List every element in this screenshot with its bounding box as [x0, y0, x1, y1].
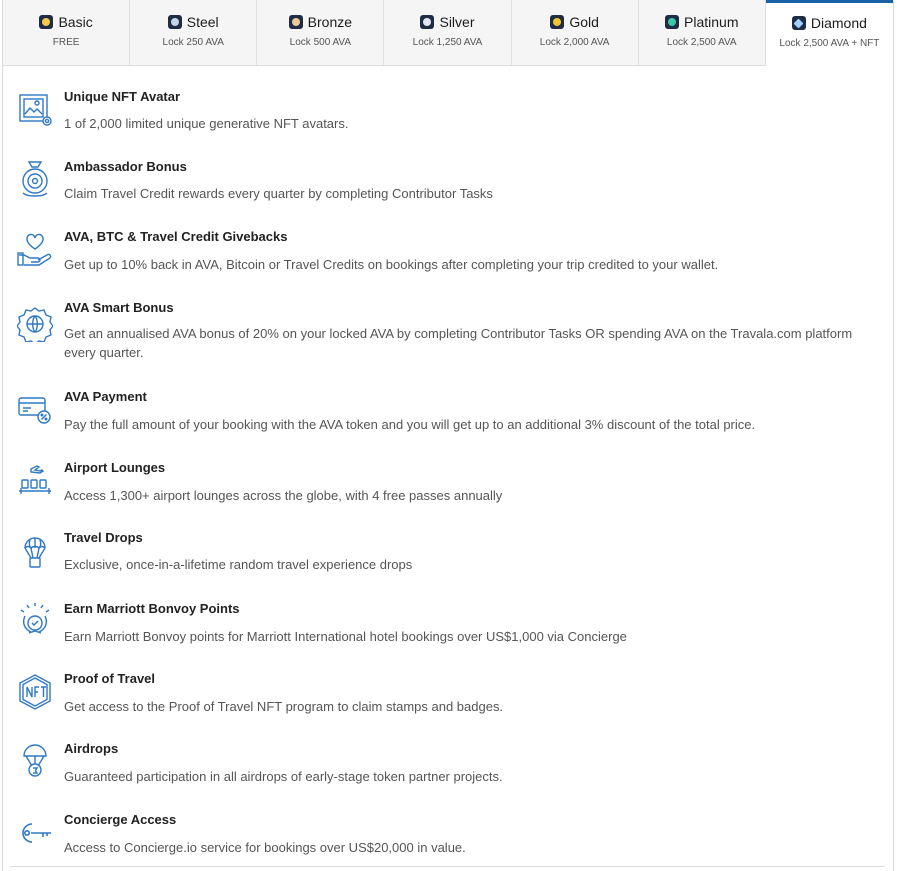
tab-requirement: FREE	[52, 37, 80, 48]
feature-title: AVA, BTC & Travel Credit Givebacks	[64, 229, 288, 244]
divider	[10, 866, 885, 867]
platinum-tier-icon	[665, 15, 679, 29]
feature-description: Access 1,300+ airport lounges across the globe, with 4 free passes annually	[64, 488, 503, 503]
feature-title: Earn Marriott Bonvoy Points	[64, 601, 240, 616]
feature-title: AVA Smart Bonus	[64, 300, 174, 315]
feature-title: Proof of Travel	[64, 671, 156, 686]
tab-label: Platinum	[684, 14, 739, 30]
tier-benefits-panel	[2, 0, 894, 871]
airdrop-icon	[17, 742, 53, 778]
tab-label: Gold	[569, 14, 599, 30]
silver-tier-icon	[420, 15, 434, 29]
tab-requirement: Lock 1,250 AVA	[412, 37, 483, 48]
tab-requirement: Lock 2,000 AVA	[539, 37, 610, 48]
basic-tier-icon	[39, 15, 53, 29]
feature-description: Pay the full amount of your booking with the AVA token and you will get up to an additional 3% discount of the total price.	[64, 417, 756, 432]
feature-title: Ambassador Bonus	[64, 159, 187, 174]
tab-platinum[interactable]	[639, 0, 766, 66]
payment-card-icon	[17, 393, 53, 429]
tab-label: Bronze	[307, 14, 353, 30]
tab-requirement: Lock 500 AVA	[289, 37, 352, 48]
tab-requirement: Lock 250 AVA	[162, 37, 224, 48]
feature-description: 1 of 2,000 limited unique generative NFT avatars.	[64, 116, 349, 131]
tab-label: Silver	[439, 14, 475, 30]
feature-title: Airport Lounges	[64, 460, 166, 475]
feature-title: AVA Payment	[64, 389, 147, 404]
gold-tier-icon	[550, 15, 564, 29]
tab-label: Steel	[186, 14, 219, 30]
key-icon	[17, 816, 53, 852]
feature-title: Unique NFT Avatar	[64, 89, 181, 104]
tab-label: Diamond	[810, 15, 867, 31]
tier-tabs	[3, 0, 893, 67]
tab-steel[interactable]	[130, 0, 257, 66]
lounge-icon	[17, 463, 53, 499]
feature-title: Airdrops	[64, 741, 119, 756]
tab-silver[interactable]	[384, 0, 511, 66]
parachute-icon	[17, 532, 53, 568]
bronze-tier-icon	[289, 15, 303, 29]
tab-requirement: Lock 2,500 AVA	[666, 37, 737, 48]
nft-avatar-icon	[17, 91, 53, 127]
feature-description: Earn Marriott Bonvoy points for Marriott International hotel bookings over US$1,000 via Concierge	[64, 629, 627, 644]
tab-diamond[interactable]	[766, 0, 893, 67]
feature-description: Access to Concierge.io service for bookings over US$20,000 in value.	[64, 840, 466, 855]
laurel-icon	[17, 602, 53, 638]
steel-tier-icon	[168, 15, 182, 29]
feature-description: Exclusive, once-in-a-lifetime random travel experience drops	[64, 557, 413, 572]
feature-title: Travel Drops	[64, 530, 143, 545]
ambassador-icon	[17, 159, 53, 195]
tab-basic[interactable]	[3, 0, 130, 66]
tab-gold[interactable]	[512, 0, 639, 66]
feature-description: Get up to 10% back in AVA, Bitcoin or Travel Credits on bookings after completing your trip credited to your wallet.	[64, 257, 719, 272]
feature-description: Claim Travel Credit rewards every quarter by completing Contributor Tasks	[64, 186, 493, 201]
feature-description: Get access to the Proof of Travel NFT program to claim stamps and badges.	[64, 699, 504, 714]
feature-description: Guaranteed participation in all airdrops of early-stage token partner projects.	[64, 769, 503, 784]
heart-hand-icon	[17, 233, 53, 269]
tab-requirement: Lock 2,500 AVA + NFT	[779, 38, 880, 49]
smart-bonus-icon	[17, 306, 53, 342]
feature-description: Get an annualised AVA bonus of 20% on your locked AVA by completing Contributor Tasks OR spending AVA on the Travala.com platform every quarter.	[64, 326, 853, 360]
tab-label: Basic	[58, 14, 93, 30]
nft-shield-icon	[17, 673, 53, 709]
diamond-tier-icon	[792, 16, 806, 30]
feature-title: Concierge Access	[64, 812, 177, 827]
tab-bronze[interactable]	[257, 0, 384, 66]
